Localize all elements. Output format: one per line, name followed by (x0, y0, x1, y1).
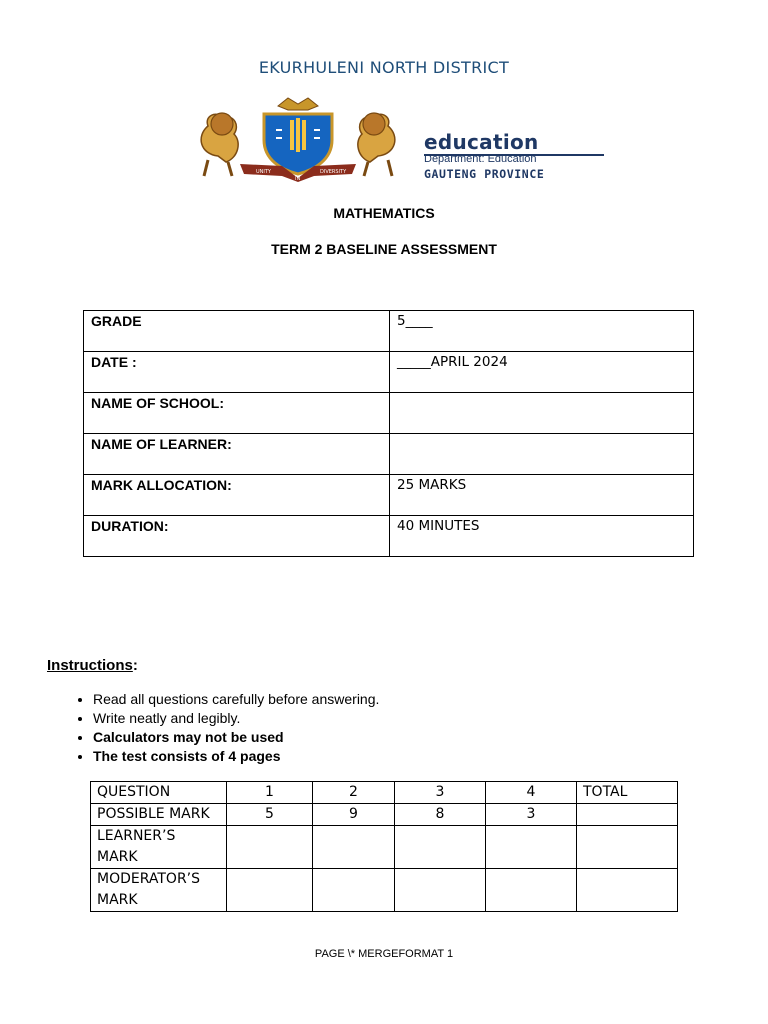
learner-name-field[interactable] (390, 434, 694, 475)
table-cell: 5 (227, 804, 313, 826)
moderator-mark-cell[interactable] (313, 869, 395, 912)
duration-value: 40 MINUTES (390, 516, 694, 557)
svg-text:DIVERSITY: DIVERSITY (320, 169, 347, 175)
logo-wordmark: education (424, 130, 539, 154)
row-label: POSSIBLE MARK (91, 804, 227, 826)
marks-table (90, 781, 678, 912)
table-row (91, 869, 678, 912)
moderator-mark-cell[interactable] (577, 869, 678, 912)
table-row (91, 782, 678, 804)
table-header-cell: QUESTION (91, 782, 227, 804)
school-name-field[interactable] (390, 393, 694, 434)
table-header-cell: 4 (486, 782, 577, 804)
moderator-mark-cell[interactable] (486, 869, 577, 912)
learner-info-table (83, 310, 694, 557)
table-row (84, 393, 694, 434)
district-title: EKURHULENI NORTH DISTRICT (258, 58, 510, 77)
learner-mark-cell[interactable] (486, 826, 577, 869)
coat-of-arms-icon (178, 96, 418, 182)
info-label: MARK ALLOCATION: (84, 475, 390, 516)
table-header-cell: 2 (313, 782, 395, 804)
table-header-cell: 3 (395, 782, 486, 804)
info-label: NAME OF SCHOOL: (84, 393, 390, 434)
table-row (84, 516, 694, 557)
table-row (84, 352, 694, 393)
moderator-mark-cell[interactable] (395, 869, 486, 912)
learner-mark-cell[interactable] (313, 826, 395, 869)
list-item: • The test consists of 4 pages (93, 747, 379, 766)
list-item: • Write neatly and legibly. (93, 709, 379, 728)
table-cell: 3 (486, 804, 577, 826)
list-item: • Calculators may not be used (93, 728, 379, 747)
table-cell (577, 804, 678, 826)
gauteng-education-logo (178, 96, 618, 182)
instructions-list (47, 690, 379, 766)
date-field[interactable]: _____APRIL 2024 (390, 352, 694, 393)
table-header-cell: 1 (227, 782, 313, 804)
row-label: LEARNER’S MARK (91, 826, 227, 869)
info-label: NAME OF LEARNER: (84, 434, 390, 475)
grade-field[interactable]: 5____ (390, 311, 694, 352)
info-label: GRADE (84, 311, 390, 352)
table-row (84, 434, 694, 475)
subject-title: MATHEMATICS (333, 205, 435, 221)
table-cell: 8 (395, 804, 486, 826)
instructions-heading: Instructions: (47, 657, 138, 674)
logo-department: Department: Education (424, 153, 537, 165)
svg-text:IN: IN (295, 176, 301, 182)
learner-mark-cell[interactable] (395, 826, 486, 869)
table-header-cell: TOTAL (577, 782, 678, 804)
assessment-title: TERM 2 BASELINE ASSESSMENT (271, 241, 497, 257)
info-label: DATE : (84, 352, 390, 393)
row-label: MODERATOR’S MARK (91, 869, 227, 912)
table-row (84, 475, 694, 516)
learner-mark-cell[interactable] (227, 826, 313, 869)
info-label: DURATION: (84, 516, 390, 557)
moderator-mark-cell[interactable] (227, 869, 313, 912)
learner-mark-cell[interactable] (577, 826, 678, 869)
svg-text:UNITY: UNITY (256, 169, 271, 175)
logo-province: GAUTENG PROVINCE (424, 167, 545, 181)
page-footer: PAGE \* MERGEFORMAT 1 (314, 948, 454, 960)
table-cell: 9 (313, 804, 395, 826)
table-row (91, 804, 678, 826)
table-row (91, 826, 678, 869)
table-row (84, 311, 694, 352)
mark-allocation-value: 25 MARKS (390, 475, 694, 516)
list-item: • Read all questions carefully before answering. (93, 690, 379, 709)
